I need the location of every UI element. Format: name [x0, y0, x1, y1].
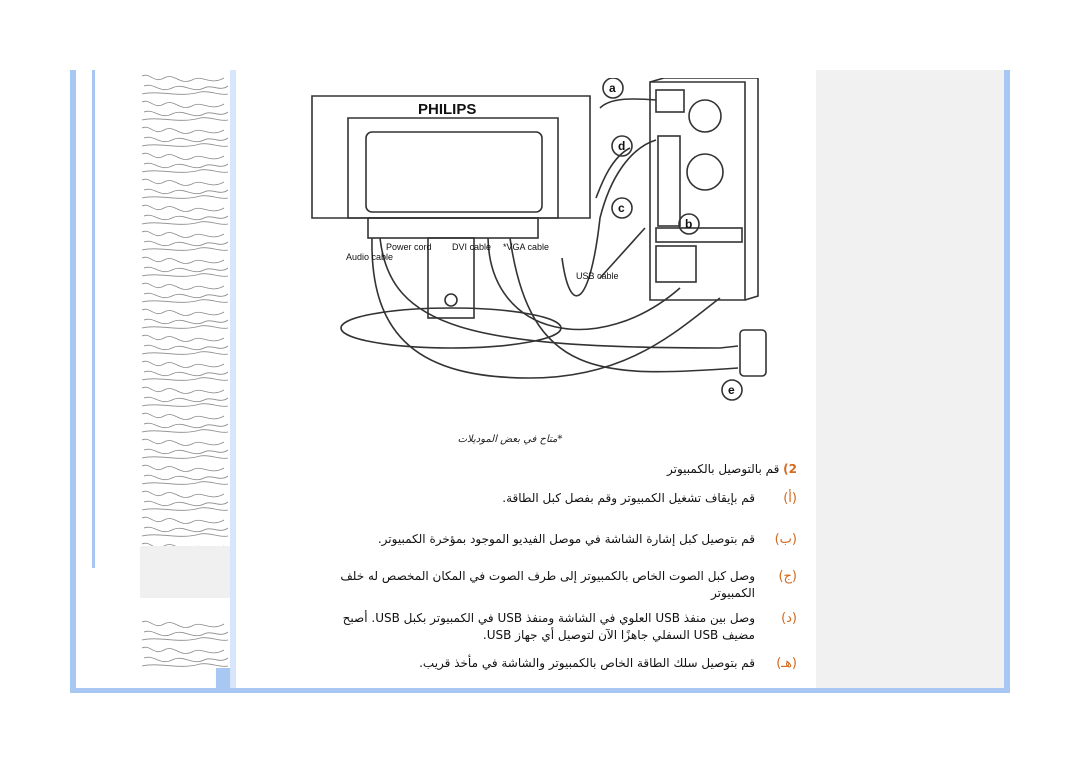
pc-fan-top — [689, 100, 721, 132]
sidebar-pattern-tile — [140, 150, 230, 176]
item-text: قم بتوصيل كبل إشارة الشاشة في موصل الفيديو الموجود بمؤخرة الكمبيوتر. — [377, 532, 755, 546]
item-label: (ج) — [778, 569, 797, 584]
step-title: قم بالتوصيل بالكمبيوتر — [666, 462, 780, 476]
monitor-ports — [368, 218, 538, 238]
step-heading — [667, 462, 797, 476]
label-dvi-cable: DVI cable — [452, 242, 492, 252]
item-text: قم بتوصيل سلك الطاقة الخاص بالكمبيوتر والشاشة في مأخذ قريب. — [419, 656, 755, 670]
sidebar-pattern-tile — [140, 72, 230, 98]
callout-a-text: a — [609, 81, 616, 95]
sidebar-pattern-tile — [140, 514, 230, 540]
monitor-panel — [366, 132, 542, 212]
sidebar-pattern-tile — [140, 332, 230, 358]
power-cord-line-2 — [510, 238, 738, 372]
sidebar-pattern-tile — [140, 384, 230, 410]
label-audio-cable: Audio cable — [346, 252, 394, 262]
sidebar-pattern-tile — [140, 462, 230, 488]
stand-hole — [445, 294, 457, 306]
cable-to-power — [600, 99, 656, 108]
wall-outlet — [740, 330, 766, 376]
sidebar-pattern-tile — [140, 98, 230, 124]
label-power-cord: Power cord — [386, 242, 432, 252]
label-vga-cable: *VGA cable — [503, 242, 550, 252]
pc-tower — [650, 82, 745, 300]
pc-slot — [656, 228, 742, 242]
sidebar-pattern-tile — [140, 488, 230, 514]
right-panel — [816, 70, 1004, 688]
item-text: وصل بين منفذ USB العلوي في الشاشة ومنفذ USB في الكمبيوتر بكبل USB. أصبح مضيف USB السفلي جاهزًا الآن لتوصيل أي جهاز USB. — [342, 611, 755, 642]
callout-d-text: d — [618, 139, 626, 153]
list-item — [317, 490, 797, 507]
sidebar-pattern-tile — [140, 124, 230, 150]
sidebar-pattern-tile — [140, 618, 230, 644]
item-label: (هـ) — [776, 656, 797, 671]
list-item — [317, 655, 797, 672]
item-text: قم بإيقاف تشغيل الكمبيوتر وقم بفصل كبل الطاقة. — [502, 491, 755, 505]
sidebar-pattern-tile — [140, 254, 230, 280]
callout-e-text: e — [728, 383, 735, 397]
item-label: (د) — [781, 611, 797, 626]
list-item — [317, 610, 797, 644]
callout-c-text: c — [618, 201, 625, 215]
sidebar-gap — [140, 546, 230, 598]
connection-diagram — [300, 78, 770, 408]
sidebar-pattern-tile — [140, 202, 230, 228]
sidebar-pattern-tile — [140, 228, 230, 254]
sidebar-pattern-tile — [140, 358, 230, 384]
sidebar-pattern-tile — [140, 306, 230, 332]
sidebar-pattern-tile — [140, 644, 230, 670]
monitor-base — [341, 308, 561, 348]
monitor-inner — [348, 118, 558, 218]
item-label: (أ) — [783, 491, 797, 506]
sidebar-pattern-tile — [140, 176, 230, 202]
label-usb-cable: USB cable — [576, 271, 619, 281]
item-text: وصل كبل الصوت الخاص بالكمبيوتر إلى طرف الصوت في المكان المخصص له خلف الكمبيوتر — [340, 569, 755, 600]
callout-b-text: b — [685, 217, 693, 231]
left-inner-border — [92, 70, 95, 568]
bottom-border — [70, 688, 1010, 693]
pc-vga-ports — [656, 246, 696, 282]
content-divider — [230, 70, 236, 688]
sidebar-pattern-tile — [140, 280, 230, 306]
step-number: 2) — [783, 462, 797, 476]
sidebar-corner — [216, 668, 230, 688]
sidebar-pattern-tile — [140, 410, 230, 436]
sidebar-pattern-tile — [140, 436, 230, 462]
pc-fan-bottom — [687, 154, 723, 190]
right-border — [1004, 70, 1010, 692]
pc-power-socket — [656, 90, 684, 112]
list-item — [317, 531, 797, 548]
left-border — [70, 70, 76, 692]
pc-io-panel — [658, 136, 680, 226]
item-label: (ب) — [774, 532, 797, 547]
list-item — [317, 568, 797, 602]
brand-text: PHILIPS — [418, 101, 477, 118]
diagram-caption: *متاح في بعض الموديلات — [457, 434, 563, 445]
